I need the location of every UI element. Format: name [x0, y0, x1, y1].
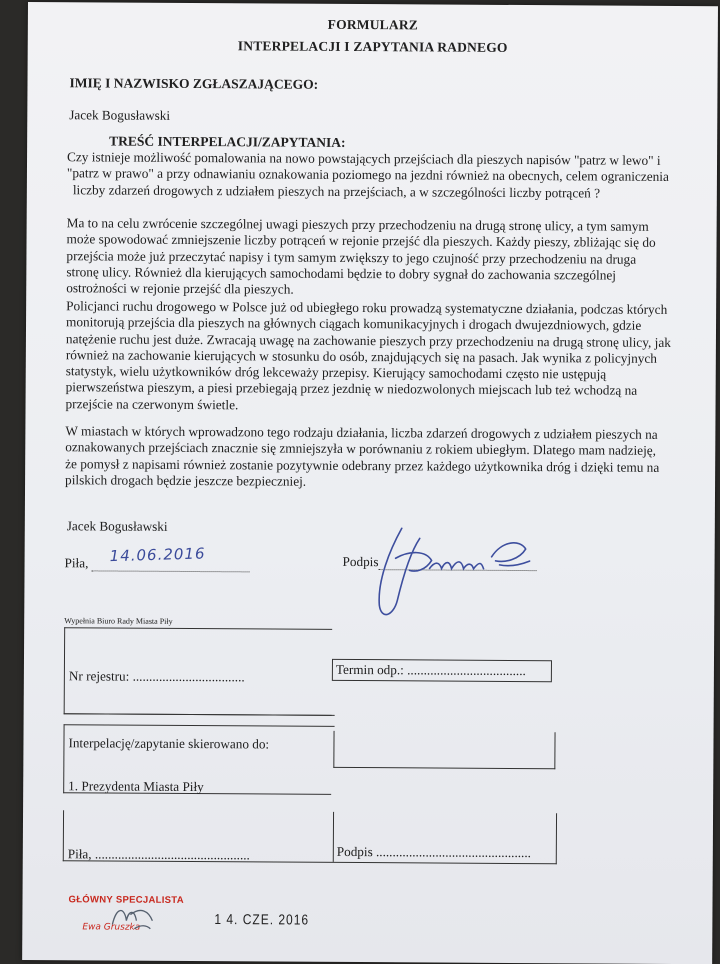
- content-line: pierwszeństwa pieszym, a piesi przebiegają przez jezdnię w niedozwolonych miejscach lub też wchodzą na: [65, 379, 638, 399]
- content-paragraph: [65, 298, 696, 416]
- form-document: [22, 2, 718, 964]
- directed-right-box: [333, 731, 555, 769]
- content-line: że pomysł z napisami również zostanie pozytywnie odebrany przez każdego użytkownika dróg i dzięki temu na: [65, 455, 660, 475]
- deadline-field: Termin odp.: ....................................: [335, 661, 526, 679]
- content-line: Ma to na celu zwrócenie szczególnej uwagi pieszych przy przechodzeniu na drugą stronę ulicy, a tym samym: [66, 215, 649, 234]
- directed-label: Interpelację/zapytanie skierowano do:: [68, 735, 270, 752]
- submitter-name: Jacek Bogusławski: [69, 107, 171, 123]
- content-label: TREŚĆ INTERPELACJI/ZAPYTANIA:: [109, 133, 346, 150]
- content-line: liczby zdarzeń drogowych z udziałem pieszych na przejściach, a w szczególności liczby potrąceń ?: [72, 181, 601, 201]
- content-line: "patrz w prawo" a przy odnawianiu oznakowania poziomego na jezdni również na obecnych, celem ograniczenia: [66, 165, 669, 185]
- content-line: monitorują przejścia dla pieszych na głównych ciągach komunikacyjnych i drogach dwujezdniowych, gdzie: [65, 314, 642, 334]
- office-place-field: Piła, ...............................................: [67, 846, 250, 863]
- content-line: W miastach w których wprowadzono tego rodzaju działania, liczba zdarzeń drogowych z udziałem pieszych na: [65, 423, 658, 442]
- content-line: ostrożności w rejonie przejść dla pieszych.: [66, 280, 294, 297]
- form-subtitle: INTERPELACJI I ZAPYTANIA RADNEGO: [237, 38, 508, 55]
- content-paragraph: [66, 215, 696, 300]
- divider: [64, 713, 332, 716]
- handwritten-date: 14.06.2016: [109, 544, 206, 566]
- content-line: przejścia może już przeczytać napisy i tym samym zwiększy to jego czujność przy przechodzeniu na druga: [66, 247, 637, 267]
- content-paragraph: [67, 149, 697, 202]
- office-signature-field: Podpis ...............................................: [336, 843, 532, 861]
- content-line: oznakowanych przejściach znacznie się zmniejszyła w porównaniu z rokiem ubiegłym. Dlatego mam nadzieję,: [65, 439, 657, 459]
- content-line: Czy istnieje możliwość pomalowania na nowo powstających przejściach dla pieszych napisów "patrz w lewo" i: [67, 149, 661, 168]
- submitter-label: IMIĘ I NAZWISKO ZGŁASZAJĄCEGO:: [69, 75, 319, 92]
- content-line: może spowodować zmniejszenie liczby potrąceń w rejonie przejść dla pieszych. Każdy pieszy, zbliżając się do: [66, 231, 656, 251]
- content-line: statystyk, wielu użytkowników dróg lekceważy przepisy. Kierujący samochodami często nie ustępują: [65, 363, 607, 382]
- content-line: również na zachowanie kierujących w stosunku do osób, znajdujących się na pasach. Jak wynika z policyjnych: [65, 347, 658, 366]
- content-line: stronę ulicy. Również dla kierujących samochodami będzie to dobry sygnał do zachowania szczególnej: [66, 264, 617, 283]
- content-line: Policjanci ruchu drogowego w Polsce już od ubiegłego roku prowadzą systematyczne działania, podczas których: [66, 298, 668, 317]
- content-line: pilskich drogach będzie jeszcze bezpieczniej.: [65, 472, 307, 489]
- content-line: przejście na czerwonym świetle.: [65, 396, 239, 413]
- place-label: Piła,: [64, 555, 92, 571]
- stamp-initials: [104, 900, 164, 934]
- place-date-field: [64, 544, 250, 572]
- stamp-title: GŁÓWNY SPECJALISTA: [68, 894, 184, 906]
- handwritten-signature: [349, 520, 550, 631]
- stamp-name: Ewa Gruszka: [82, 922, 141, 933]
- signature-label: Podpis: [342, 553, 379, 570]
- signer-name: Jacek Bogusławski: [66, 518, 168, 534]
- received-stamp-date: 1 4. CZE. 2016: [214, 910, 310, 929]
- content-line: natężenie ruchu jest duże. Zwracają uwagę na zachowanie pieszych przy przechodzeniu na drugą stronę ulicy, jak: [65, 330, 671, 350]
- directed-to: 1. Prezydenta Miasta Piły: [68, 778, 204, 795]
- register-field: Nr rejestru: ..................................: [68, 668, 245, 685]
- content-paragraph: [65, 423, 695, 492]
- office-note: Wypełnia Biuro Rady Miasta Piły: [64, 616, 173, 626]
- form-title: FORMULARZ: [327, 16, 419, 33]
